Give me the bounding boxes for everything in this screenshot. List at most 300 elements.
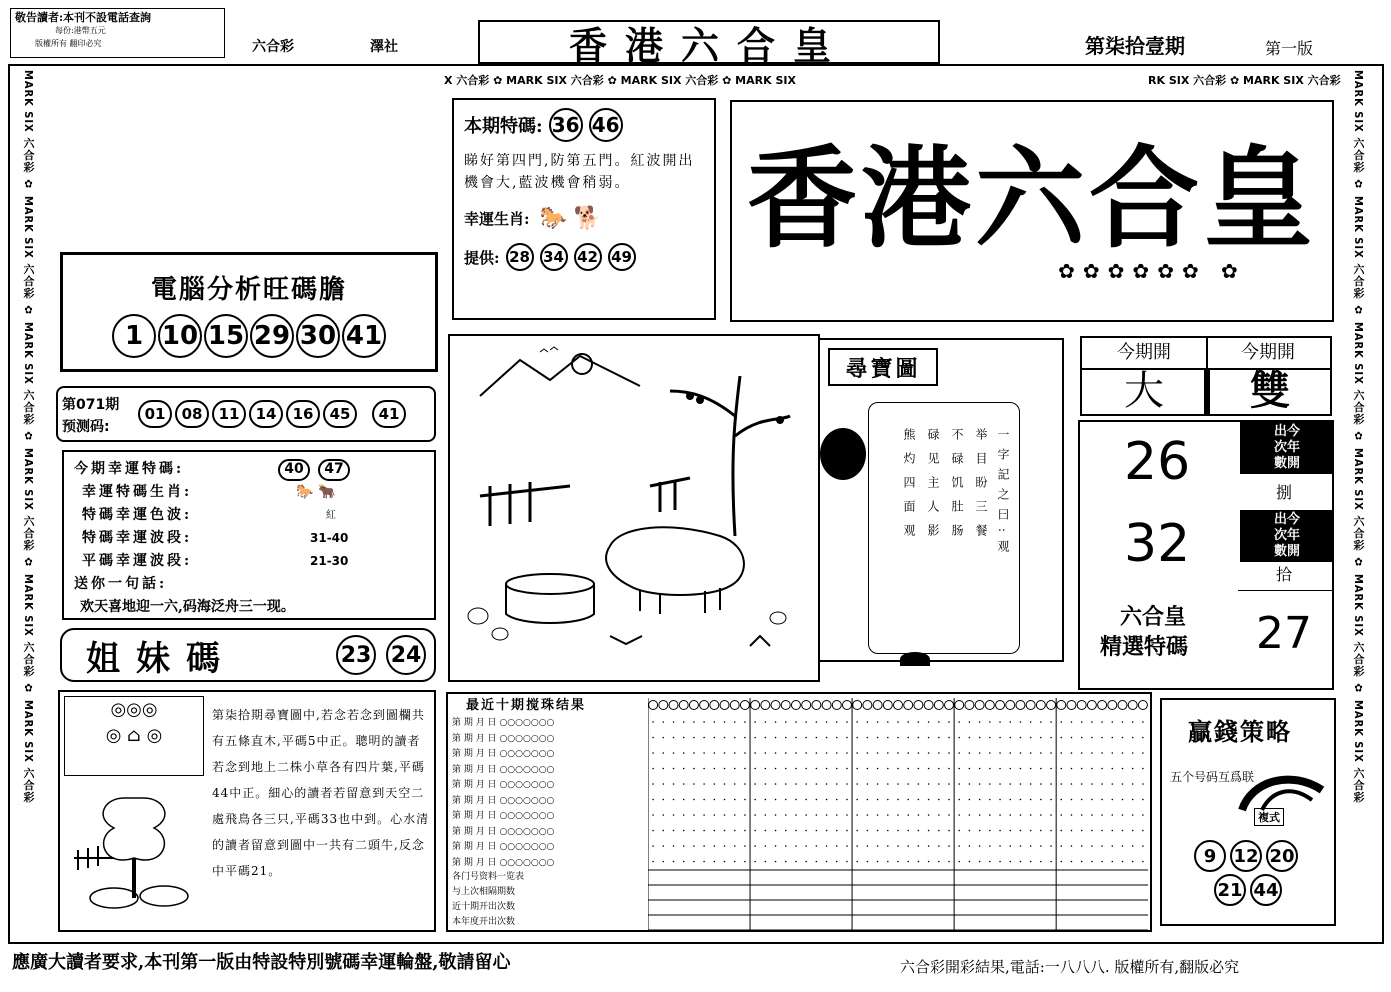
grid-dot (1081, 783, 1083, 785)
grid-dot (897, 752, 899, 754)
grid-dot (1009, 861, 1011, 863)
grid-dot (775, 861, 777, 863)
grid-dot (816, 768, 818, 770)
computer-ball-2: 10 (158, 314, 202, 358)
grid-dot (897, 737, 899, 739)
grid-dot (1050, 845, 1052, 847)
grid-dot (948, 799, 950, 801)
treasure-black-dot-bottom (900, 652, 930, 666)
grid-dot (765, 752, 767, 754)
grid-dot (928, 737, 930, 739)
grid-dot (867, 768, 869, 770)
grid-dot (999, 814, 1001, 816)
grid-dot (989, 814, 991, 816)
grid-dot (969, 799, 971, 801)
grid-header-ball (761, 701, 770, 710)
grid-dot (938, 814, 940, 816)
results-row-label: 第 期 月 日 ○○○○○○○ (452, 826, 555, 837)
grid-header-ball (842, 701, 851, 710)
grid-dot (887, 799, 889, 801)
grid-dot (785, 830, 787, 832)
grid-dot (1122, 783, 1124, 785)
grid-header-ball (985, 701, 994, 710)
grid-dot (1081, 752, 1083, 754)
grid-dot (1060, 814, 1062, 816)
grid-dot (836, 830, 838, 832)
grid-dot (846, 861, 848, 863)
grid-dot (1081, 737, 1083, 739)
results-row-label: 第 期 月 日 ○○○○○○○ (452, 764, 555, 775)
grid-dot (989, 861, 991, 863)
grid-dot (897, 830, 899, 832)
grid-dot (979, 814, 981, 816)
results-panel (446, 692, 1152, 932)
special-text: 睇好第四門,防第五門。紅波開出機會大,藍波機會稍弱。 (464, 153, 695, 191)
grid-dot (877, 814, 879, 816)
grid-dot (989, 737, 991, 739)
grid-dot (1091, 783, 1093, 785)
treasure-col-3: 不碌饥肚肠 (950, 428, 964, 548)
results-row-label: 第 期 月 日 ○○○○○○○ (452, 749, 555, 759)
grid-dot (693, 814, 695, 816)
grid-dot (1009, 830, 1011, 832)
grid-dot (989, 752, 991, 754)
grid-dot (1122, 752, 1124, 754)
grid-dot (1030, 783, 1032, 785)
grid-dot (1101, 814, 1103, 816)
grid-dot (877, 752, 879, 754)
grid-dot (754, 861, 756, 863)
grid-dot (754, 830, 756, 832)
grid-dot (826, 799, 828, 801)
results-row-label: 第 期 月 日 ○○○○○○○ (452, 795, 555, 806)
grid-dot (887, 752, 889, 754)
grid-dot (1030, 845, 1032, 847)
grid-dot (826, 752, 828, 754)
grid-header-ball (863, 701, 872, 710)
grid-dot (1081, 721, 1083, 723)
grid-dot (1101, 799, 1103, 801)
grid-dot (918, 814, 920, 816)
grid-dot (999, 830, 1001, 832)
grid-dot (948, 737, 950, 739)
grid-dot (734, 721, 736, 723)
grid-dot (734, 814, 736, 816)
grid-dot (775, 845, 777, 847)
grid-dot (754, 814, 756, 816)
grid-dot (856, 783, 858, 785)
grid-dot (846, 768, 848, 770)
grid-dot (652, 799, 654, 801)
grid-dot (1101, 768, 1103, 770)
grid-dot (1040, 752, 1042, 754)
grid-dot (826, 768, 828, 770)
grid-dot (714, 737, 716, 739)
grid-dot (744, 799, 746, 801)
grid-dot (795, 768, 797, 770)
results-footer-labels (452, 870, 648, 930)
grid-dot (693, 768, 695, 770)
grid-dot (1122, 768, 1124, 770)
grid-dot (1122, 737, 1124, 739)
computer-panel (60, 252, 438, 372)
grid-dot (897, 768, 899, 770)
strategy-panel (1160, 698, 1336, 926)
grid-dot (836, 845, 838, 847)
grid-dot (1040, 845, 1042, 847)
open-head-panel (1080, 336, 1332, 416)
grid-dot (877, 721, 879, 723)
luck-special-ball-2: 47 (318, 459, 350, 481)
grid-dot (836, 737, 838, 739)
pick-number: 27 (1256, 608, 1312, 659)
grid-dot (846, 721, 848, 723)
grid-dot (1111, 721, 1113, 723)
issue-number: 第柒拾壹期 (1085, 34, 1185, 58)
grid-dot (856, 830, 858, 832)
grid-dot (1132, 783, 1134, 785)
grid-dot (703, 814, 705, 816)
grid-dot (805, 845, 807, 847)
grid-dot (1142, 799, 1144, 801)
grid-dot (887, 861, 889, 863)
grid-dot (918, 768, 920, 770)
grid-dot (887, 737, 889, 739)
computer-ball-6: 41 (342, 314, 386, 358)
grid-dot (856, 814, 858, 816)
grid-dot (979, 861, 981, 863)
grid-dot (999, 768, 1001, 770)
computer-ball-3: 15 (204, 314, 248, 358)
grid-header-ball (679, 701, 688, 710)
grid-dot (1040, 737, 1042, 739)
grid-dot (856, 799, 858, 801)
grid-dot (795, 845, 797, 847)
luck-color-value: 紅 (326, 510, 336, 521)
grid-dot (805, 861, 807, 863)
grid-dot (867, 752, 869, 754)
grid-dot (938, 768, 940, 770)
results-footer-label: 各门号资料一览表 (452, 872, 525, 882)
grid-dot (683, 783, 685, 785)
edition-label: 第一版 (1265, 39, 1314, 58)
grid-dot (663, 752, 665, 754)
grid-dot (1142, 783, 1144, 785)
grid-header-ball (822, 701, 831, 710)
story-panel (58, 690, 436, 932)
grid-dot (1091, 814, 1093, 816)
grid-dot (744, 830, 746, 832)
grid-dot (918, 861, 920, 863)
grid-dot (724, 845, 726, 847)
grid-dot (1101, 737, 1103, 739)
grid-dot (1071, 830, 1073, 832)
grid-dot (1030, 721, 1032, 723)
story-picture-tree (64, 778, 204, 928)
grid-dot (673, 845, 675, 847)
grid-header-ball (1047, 701, 1056, 710)
grid-dot (958, 768, 960, 770)
grid-dot (1081, 830, 1083, 832)
grid-dot (1122, 845, 1124, 847)
grid-dot (1132, 861, 1134, 863)
grid-dot (1132, 830, 1134, 832)
grid-dot (1009, 814, 1011, 816)
grid-dot (928, 752, 930, 754)
grid-dot (897, 814, 899, 816)
grid-dot (703, 737, 705, 739)
grid-dot (683, 752, 685, 754)
grid-dot (805, 752, 807, 754)
grid-dot (714, 721, 716, 723)
strategy-ball-3: 20 (1266, 840, 1298, 872)
grid-dot (1142, 861, 1144, 863)
grid-dot (1111, 737, 1113, 739)
grid-dot (1060, 737, 1062, 739)
grid-dot (856, 721, 858, 723)
tag2-box (1240, 510, 1334, 562)
grid-dot (958, 721, 960, 723)
grid-dot (744, 783, 746, 785)
logo-publisher: 澤社 (370, 39, 398, 55)
grid-dot (805, 814, 807, 816)
grid-dot (826, 721, 828, 723)
grid-dot (1101, 752, 1103, 754)
grid-header-ball (924, 701, 933, 710)
grid-dot (1132, 814, 1134, 816)
grid-dot (785, 768, 787, 770)
grid-dot (989, 721, 991, 723)
grid-dot (714, 814, 716, 816)
grid-dot (1111, 814, 1113, 816)
grid-dot (1009, 799, 1011, 801)
grid-dot (836, 814, 838, 816)
grid-dot (979, 768, 981, 770)
grid-dot (856, 752, 858, 754)
tag2-line3: 數開 (1273, 544, 1300, 559)
grid-dot (907, 799, 909, 801)
grid-dot (969, 737, 971, 739)
grid-dot (846, 830, 848, 832)
grid-dot (1060, 768, 1062, 770)
grid-dot (1111, 830, 1113, 832)
grid-header-ball (945, 701, 954, 710)
grid-dot (1020, 721, 1022, 723)
grid-dot (918, 737, 920, 739)
grid-dot (969, 768, 971, 770)
flower-row: ✿✿✿✿✿✿ ✿ (1058, 259, 1246, 283)
grid-dot (724, 861, 726, 863)
grid-dot (826, 737, 828, 739)
grid-dot (877, 830, 879, 832)
grid-dot (969, 861, 971, 863)
grid-dot (724, 783, 726, 785)
grid-dot (938, 861, 940, 863)
grid-dot (887, 721, 889, 723)
grid-dot (1050, 799, 1052, 801)
grid-header-ball (1057, 701, 1066, 710)
grid-dot (836, 721, 838, 723)
grid-dot (907, 861, 909, 863)
grid-dot (989, 768, 991, 770)
grid-header-ball (1108, 701, 1117, 710)
grid-dot (1020, 752, 1022, 754)
grid-dot (724, 814, 726, 816)
grid-dot (918, 830, 920, 832)
grid-dot (1071, 814, 1073, 816)
notice-box (10, 8, 225, 58)
grid-dot (683, 861, 685, 863)
grid-dot (765, 799, 767, 801)
grid-dot (907, 752, 909, 754)
grid-dot (1132, 737, 1134, 739)
results-row-label: 第 期 月 日 ○○○○○○○ (452, 718, 555, 728)
grid-dot (795, 861, 797, 863)
grid-dot (652, 814, 654, 816)
grid-dot (826, 814, 828, 816)
grid-dot (775, 814, 777, 816)
grid-dot (1142, 721, 1144, 723)
grid-dot (683, 845, 685, 847)
luck-saying: 欢天喜地迎一六,码海泛舟三一现。 (80, 599, 295, 615)
grid-dot (969, 845, 971, 847)
grid-dot (877, 861, 879, 863)
treasure-col-2: 举目盼三餐 (974, 428, 988, 548)
grid-dot (897, 845, 899, 847)
grid-dot (1122, 799, 1124, 801)
grid-dot (785, 752, 787, 754)
grid-dot (734, 783, 736, 785)
grid-dot (744, 861, 746, 863)
big-title: 香港六合皇 (747, 134, 1317, 263)
grid-dot (816, 830, 818, 832)
prediction-panel (56, 386, 436, 442)
sister-ball-2: 24 (386, 635, 426, 675)
grid-dot (703, 799, 705, 801)
grid-dot (867, 799, 869, 801)
grid-header-ball (1128, 701, 1137, 710)
computer-title: 電腦分析旺碼膽 (150, 275, 347, 305)
grid-dot (979, 845, 981, 847)
grid-dot (683, 721, 685, 723)
grid-dot (958, 737, 960, 739)
grid-dot (673, 830, 675, 832)
grid-dot (1060, 721, 1062, 723)
grid-dot (724, 737, 726, 739)
grid-dot (948, 845, 950, 847)
grid-dot (887, 814, 889, 816)
grid-dot (1111, 799, 1113, 801)
grid-dot (1111, 752, 1113, 754)
grid-dot (683, 737, 685, 739)
grid-dot (744, 814, 746, 816)
grid-header-ball (1138, 701, 1147, 710)
grid-header-ball (720, 701, 729, 710)
grid-dot (1040, 814, 1042, 816)
grid-dot (1142, 752, 1144, 754)
results-footer-label: 本年度开出次数 (452, 917, 516, 927)
grid-dot (1071, 845, 1073, 847)
farm-illustration (450, 336, 818, 680)
grid-dot (703, 752, 705, 754)
grid-dot (724, 830, 726, 832)
grid-dot (918, 799, 920, 801)
grid-dot (1050, 861, 1052, 863)
grid-header-ball (996, 701, 1005, 710)
prediction-ball-6: 45 (323, 400, 357, 428)
grid-dot (1122, 721, 1124, 723)
grid-dot (1050, 737, 1052, 739)
grid-dot (867, 737, 869, 739)
grid-dot (734, 799, 736, 801)
grid-dot (1132, 799, 1134, 801)
grid-dot (938, 830, 940, 832)
grid-dot (785, 799, 787, 801)
tag2-line2: 次年 (1273, 528, 1300, 543)
results-row-label: 第 期 月 日 ○○○○○○○ (452, 733, 555, 744)
grid-dot (734, 830, 736, 832)
grid-dot (805, 830, 807, 832)
grid-dot (1009, 768, 1011, 770)
masthead-box (478, 20, 940, 68)
grid-dot (754, 737, 756, 739)
grid-dot (816, 737, 818, 739)
grid-dot (1111, 845, 1113, 847)
grid-dot (907, 783, 909, 785)
grid-dot (1071, 799, 1073, 801)
story-picture-icon: ◎◎◎ ◎ ⌂ ◎ (105, 699, 163, 746)
grid-dot (867, 861, 869, 863)
grid-dot (999, 861, 1001, 863)
grid-dot (775, 799, 777, 801)
story-picture-top (64, 696, 204, 776)
grid-dot (693, 737, 695, 739)
grid-dot (703, 768, 705, 770)
grid-dot (1060, 830, 1062, 832)
grid-dot (958, 830, 960, 832)
grid-dot (1091, 830, 1093, 832)
prediction-code-label: 预测码: (62, 419, 110, 435)
grid-dot (663, 799, 665, 801)
grid-dot (999, 845, 1001, 847)
grid-dot (805, 768, 807, 770)
masthead-title: 香港六合皇 (568, 22, 849, 68)
grid-header-ball (1036, 701, 1045, 710)
prediction-ball-5: 16 (286, 400, 320, 428)
grid-dot (775, 783, 777, 785)
grid-dot (836, 752, 838, 754)
special-panel (452, 98, 716, 320)
grid-dot (836, 768, 838, 770)
grid-dot (673, 861, 675, 863)
grid-dot (928, 783, 930, 785)
grid-dot (1020, 737, 1022, 739)
grid-dot (958, 752, 960, 754)
grid-dot (867, 830, 869, 832)
grid-dot (795, 737, 797, 739)
grid-dot (805, 799, 807, 801)
grid-dot (1040, 861, 1042, 863)
grid-dot (846, 845, 848, 847)
grid-dot (734, 845, 736, 847)
grid-dot (683, 814, 685, 816)
grid-dot (673, 737, 675, 739)
grid-dot (673, 783, 675, 785)
grid-dot (877, 799, 879, 801)
results-row-label: 第 期 月 日 ○○○○○○○ (452, 857, 555, 868)
grid-dot (734, 737, 736, 739)
strategy-ball-1: 9 (1194, 840, 1226, 872)
